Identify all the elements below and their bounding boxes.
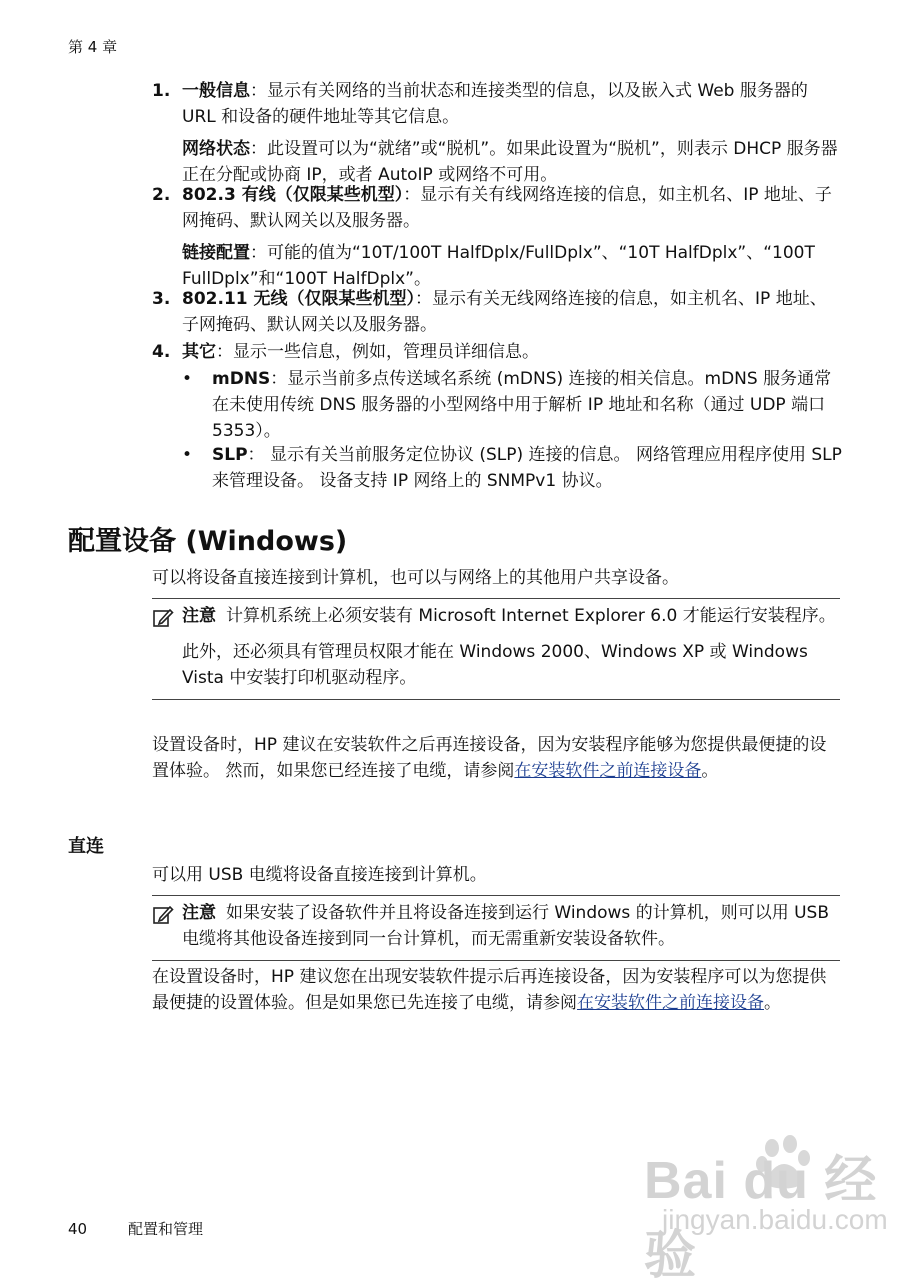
note-text: 注意 如果安装了设备软件并且将设备连接到运行 Windows 的计算机，则可以用 USB 电缆将其他设备连接到同一台计算机，而无需重新安装设备软件。 [182,903,829,949]
note-pencil-icon [152,607,174,629]
item-subtext: 网络状态：此设置可以为“就绪”或“脱机”。如果此设置为“脱机”，则表示 DHCP 服务器正在分配或协商 IP，或者 AutoIP 或网络不可用。 [182,139,838,185]
watermark-url: jingyan.baidu.com [662,1204,888,1235]
bullet-dot: • [182,445,193,465]
bullet-text: mDNS：显示当前多点传送域名系统 (mDNS) 连接的相关信息。mDNS 服务通常在未使用传统 DNS 服务器的小型网络中用于解析 IP 地址和名称（通过 UDP 端口 5353）。 [212,369,832,441]
list-item-wireless [152,286,842,338]
item-text: 802.11 无线（仅限某些机型）：显示有关无线网络连接的信息，如主机名、IP 地址、子网掩码、默认网关以及服务器。 [182,289,827,335]
note-text: 注意 计算机系统上必须安装有 Microsoft Internet Explorer 6.0 才能运行安装程序。 [182,606,836,626]
bullet-dot: • [182,369,193,389]
note-label: 注意 [182,903,216,923]
footer-title: 配置和管理 [128,1220,204,1238]
note-box-direct [152,895,840,961]
item-text: 其它：显示一些信息，例如，管理员详细信息。 [182,342,539,362]
bullet-item-slp [182,442,842,494]
note-pencil-icon [152,904,174,926]
item-number: 2. [152,185,171,205]
note-text-2: 此外，还必须具有管理员权限才能在 Windows 2000、Windows XP 或 Windows Vista 中安装打印机驱动程序。 [182,642,808,688]
section-intro: 可以将设备直接连接到计算机，也可以与网络上的其他用户共享设备。 [152,568,679,588]
note-label: 注意 [182,606,216,626]
note-box [152,598,840,700]
page-footer [68,1218,203,1239]
subsection-paragraph: 在设置设备时，HP 建议您在出现安装软件提示后再连接设备，因为安装程序可以为您提供最便捷的设置体验。但是如果您已先连接了电缆，请参阅在安装软件之前连接设备。 [152,967,827,1013]
item-number: 3. [152,289,171,309]
subsection-intro: 可以用 USB 电缆将设备直接连接到计算机。 [152,865,487,885]
install-before-connect-link[interactable]: 在安装软件之前连接设备 [514,761,702,781]
section-paragraph: 设置设备时，HP 建议在安装软件之后再连接设备，因为安装程序能够为您提供最便捷的设置体验。 然而，如果您已经连接了电缆，请参阅在安装软件之前连接设备。 [152,735,827,781]
bullet-text: SLP： 显示有关当前服务定位协议 (SLP) 连接的信息。 网络管理应用程序使用 SLP 来管理设备。 设备支持 IP 网络上的 SNMPv1 协议。 [212,445,842,491]
item-text: 802.3 有线（仅限某些机型）：显示有关有线网络连接的信息，如主机名、IP 地址、子网掩码、默认网关以及服务器。 [182,185,832,231]
item-number: 4. [152,342,171,362]
list-item-general-info [152,78,842,188]
chapter-header: 第 4 章 [68,38,118,56]
item-subtext: 链接配置：可能的值为“10T/100T HalfDplx/FullDplx”、“10T HalfDplx”、“100T FullDplx”和“100T HalfDplx”。 [182,243,815,289]
watermark-logo-text: Bai du 经验 [644,1152,878,1285]
list-item-wired [152,182,842,292]
bullet-item-mdns [182,366,842,444]
item-number: 1. [152,81,171,101]
baidu-watermark [644,1138,894,1285]
item-text: 一般信息：显示有关网络的当前状态和连接类型的信息，以及嵌入式 Web 服务器的 URL 和设备的硬件地址等其它信息。 [182,81,808,127]
list-item-other [152,339,842,365]
install-before-connect-link-2[interactable]: 在安装软件之前连接设备 [577,993,764,1013]
subsection-title: 直连 [68,836,104,857]
page-number: 40 [68,1220,88,1238]
section-title: 配置设备 (Windows) [68,526,348,557]
